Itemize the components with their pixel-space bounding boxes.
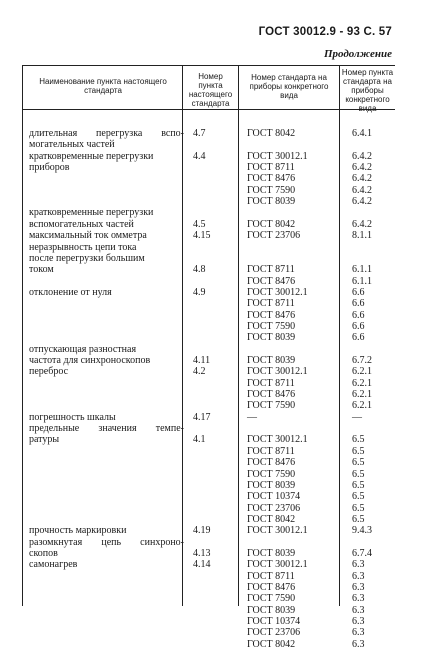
standard-item-cell: 6.2.1	[352, 366, 372, 378]
standard-number-cell: ГОСТ 8039	[247, 355, 296, 366]
standard-number-cell: ГОСТ 7590	[247, 468, 296, 480]
item-name-cell: переброс	[29, 366, 69, 378]
standard-item-cell: 6.4.2	[352, 150, 372, 162]
standard-number-cell: ГОСТ 23706	[247, 502, 301, 514]
standard-number-cell: ГОСТ 8476	[247, 582, 296, 593]
table-divider	[339, 66, 340, 606]
item-number-cell: 4.13	[193, 547, 211, 559]
standard-item-cell: 6.3	[352, 593, 365, 605]
item-name-cell: погрешность шкалы	[29, 411, 116, 423]
standard-number-cell: ГОСТ 10374	[247, 616, 301, 627]
continuation-label: Продолжение	[323, 48, 392, 60]
standard-item-cell: 6.2.1	[352, 377, 372, 389]
standard-number-cell: ГОСТ 8711	[247, 162, 295, 173]
standard-number-cell: ГОСТ 8711	[247, 377, 295, 389]
item-name-cell: неразрывность цепи тока	[29, 241, 137, 253]
standard-item-cell: 6.7.2	[352, 355, 372, 366]
standard-item-cell: 6.5	[352, 468, 365, 480]
standard-item-cell: 6.4.2	[352, 218, 372, 230]
standards-table	[22, 65, 395, 650]
table-divider	[238, 66, 239, 606]
standard-number-cell: ГОСТ 8476	[247, 457, 296, 469]
standard-number-cell: ГОСТ 23706	[247, 230, 301, 242]
standard-item-cell: 6.5	[352, 457, 365, 469]
standard-number-cell: ГОСТ 8476	[247, 173, 296, 185]
standard-number-cell: ГОСТ 8711	[247, 298, 295, 310]
item-name-cell: кратковременные перегрузки	[29, 207, 154, 219]
column-header-item-name: Наименование пункта настоящего стандарта	[39, 77, 167, 95]
standard-item-cell: 6.3	[352, 582, 365, 593]
standard-item-cell: —	[352, 411, 362, 423]
item-name-cell: предельные значения темпе-	[29, 423, 184, 435]
standard-number-cell: ГОСТ 30012.1	[247, 150, 308, 162]
standard-number-cell: ГОСТ 8039	[247, 604, 296, 616]
standard-item-cell: 6.5	[352, 491, 365, 503]
standard-item-cell: 9.4.3	[352, 525, 372, 537]
standard-number-cell: ГОСТ 10374	[247, 491, 301, 503]
item-name-cell: скопов	[29, 547, 58, 559]
standard-item-cell: 6.7.4	[352, 547, 372, 559]
standard-number-cell: ГОСТ 30012.1	[247, 366, 308, 378]
item-number-cell: 4.4	[193, 150, 206, 162]
item-name-cell: частота для синхроноскопов	[29, 355, 151, 366]
item-number-cell: 4.8	[193, 264, 206, 276]
standard-item-cell: 6.6	[352, 332, 365, 344]
item-number-cell: 4.19	[193, 525, 211, 537]
standard-number-cell: ГОСТ 8042	[247, 128, 296, 139]
item-number-cell: 4.9	[193, 286, 206, 298]
standard-item-cell: 6.3	[352, 616, 365, 627]
standard-item-cell: 6.4.2	[352, 196, 372, 208]
standard-item-cell: 6.6	[352, 286, 365, 298]
item-name-cell: самонагрев	[29, 559, 78, 571]
standard-number-cell: ГОСТ 8039	[247, 196, 296, 208]
standard-number-cell: ГОСТ 30012.1	[247, 286, 308, 298]
column-header-standard-number: Номер стандарта на приборы конкретного вида	[249, 73, 329, 100]
standard-number-cell: ГОСТ 8039	[247, 547, 296, 559]
standard-number-cell: ГОСТ 8476	[247, 275, 296, 287]
item-number-cell: 4.1	[193, 434, 206, 446]
item-name-cell: максимальный ток омметра	[29, 230, 147, 242]
standard-item-cell: 6.5	[352, 445, 365, 457]
standard-number-cell: ГОСТ 8476	[247, 309, 296, 321]
standard-item-cell: 6.1.1	[352, 264, 372, 276]
standard-number-cell: ГОСТ 7590	[247, 184, 296, 196]
standard-number-cell: ГОСТ 8039	[247, 332, 296, 344]
standard-number-cell: ГОСТ 30012.1	[247, 559, 308, 571]
item-name-cell: отпускающая разностная	[29, 343, 137, 355]
standard-number-cell: ГОСТ 8711	[247, 445, 295, 457]
standard-number-cell: ГОСТ 8042	[247, 513, 296, 525]
standard-item-cell: 6.3	[352, 604, 365, 616]
column-header-standard-item-number: Номер пункта стандарта на приборы конкретного вида	[341, 68, 394, 113]
standard-number-cell: ГОСТ 8042	[247, 218, 296, 230]
standard-item-cell: 6.5	[352, 434, 365, 446]
item-number-cell: 4.11	[193, 355, 211, 366]
item-number-cell: 4.7	[193, 128, 206, 139]
standard-item-cell: 6.1.1	[352, 275, 372, 287]
standard-number-cell: ГОСТ 8042	[247, 638, 296, 650]
standard-number-cell: ГОСТ 8039	[247, 479, 296, 491]
item-name-cell: приборов	[29, 162, 70, 173]
item-name-cell: разомкнутая цепь синхроно-	[29, 536, 184, 548]
item-number-cell: 4.17	[193, 411, 211, 423]
page-header-standard: ГОСТ 30012.9 - 93 С. 57	[258, 26, 392, 38]
standard-number-cell: —	[247, 411, 257, 423]
standard-number-cell: ГОСТ 23706	[247, 627, 301, 639]
standard-number-cell: ГОСТ 7590	[247, 400, 296, 412]
standard-item-cell: 6.3	[352, 627, 365, 639]
standard-number-cell: ГОСТ 8476	[247, 389, 296, 401]
standard-item-cell: 6.6	[352, 309, 365, 321]
item-name-cell: током	[29, 264, 54, 276]
standard-item-cell: 6.2.1	[352, 389, 372, 401]
standard-number-cell: ГОСТ 7590	[247, 320, 296, 332]
standard-item-cell: 6.3	[352, 559, 365, 571]
column-header-item-number: Номер пункта настоящего стандарта	[188, 72, 233, 108]
item-name-cell: после перегрузки большим	[29, 252, 145, 264]
standard-item-cell: 6.6	[352, 298, 365, 310]
standard-item-cell: 6.2.1	[352, 400, 372, 412]
standard-item-cell: 6.3	[352, 570, 365, 582]
standard-number-cell: ГОСТ 7590	[247, 593, 296, 605]
standard-item-cell: 6.5	[352, 513, 365, 525]
header-divider	[23, 109, 395, 110]
item-number-cell: 4.15	[193, 230, 211, 242]
item-number-cell: 4.2	[193, 366, 206, 378]
standard-number-cell: ГОСТ 30012.1	[247, 525, 308, 537]
item-number-cell: 4.5	[193, 218, 206, 230]
item-name-cell: вспомогательных частей	[29, 218, 134, 230]
standard-number-cell: ГОСТ 8711	[247, 264, 295, 276]
item-name-cell: ратуры	[29, 434, 60, 446]
item-name-cell: могательных частей	[29, 139, 115, 151]
item-name-cell: прочность маркировки	[29, 525, 127, 537]
item-name-cell: отклонение от нуля	[29, 286, 112, 298]
standard-item-cell: 6.4.2	[352, 162, 372, 173]
standard-item-cell: 6.4.2	[352, 184, 372, 196]
item-number-cell: 4.14	[193, 559, 211, 571]
standard-item-cell: 6.3	[352, 638, 365, 650]
item-name-cell: длительная перегрузка вспо-	[29, 128, 184, 139]
standard-item-cell: 6.4.1	[352, 128, 372, 139]
standard-item-cell: 6.4.2	[352, 173, 372, 185]
standard-item-cell: 6.5	[352, 502, 365, 514]
item-name-cell: кратковременные перегрузки	[29, 150, 154, 162]
standard-item-cell: 8.1.1	[352, 230, 372, 242]
standard-number-cell: ГОСТ 30012.1	[247, 434, 308, 446]
standard-item-cell: 6.5	[352, 479, 365, 491]
standard-number-cell: ГОСТ 8711	[247, 570, 295, 582]
standard-item-cell: 6.6	[352, 320, 365, 332]
